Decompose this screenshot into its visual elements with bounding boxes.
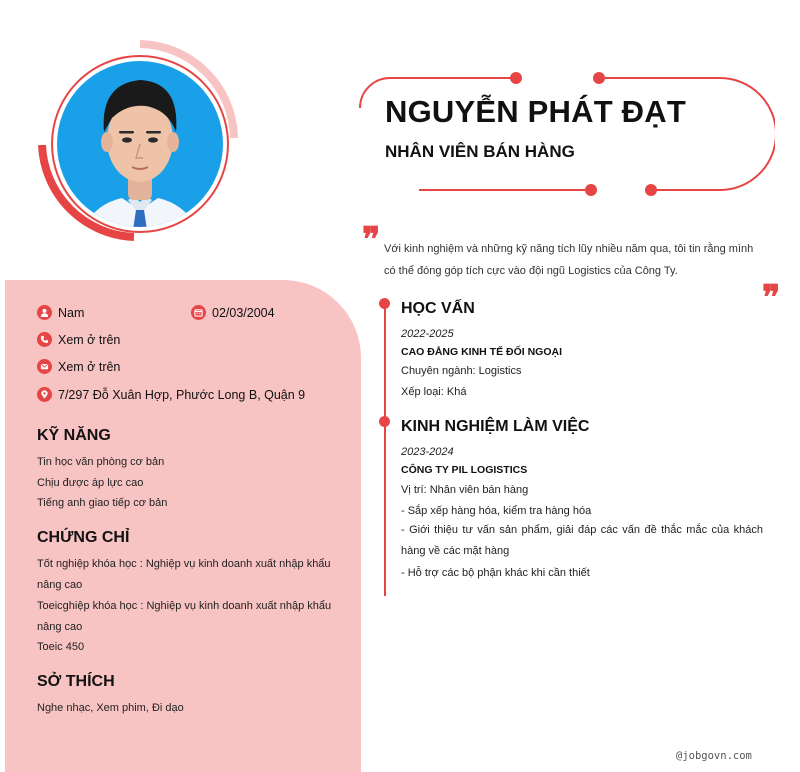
birthday-value: 02/03/2004 <box>212 305 275 320</box>
hobbies-title: SỞ THÍCH <box>37 673 115 690</box>
certificate-item: Toeicghiệp khóa học : Nghiệp vụ kinh doanh xuất nhập khẩu <box>37 600 332 612</box>
certificate-item: nâng cao <box>37 579 83 591</box>
email-row <box>37 359 120 374</box>
summary-text: Với kinh nghiệm và những kỹ năng tích lũy nhiều năm qua, tôi tin rằng mình có thể đóng góp tích cực vào đội ngũ Logistics của Công Ty. <box>384 243 754 277</box>
education-title: HỌC VẤN <box>401 300 475 317</box>
title-frame <box>355 68 775 203</box>
skill-item: Chịu được áp lực cao <box>37 477 144 489</box>
gender-value: Nam <box>58 305 85 320</box>
skill-item: Tiếng anh giao tiếp cơ bản <box>37 497 168 509</box>
experience-duty: - Giới thiệu tư vấn sản phẩm, giải đáp các vấn đề thắc mắc của khách hàng về các mặt hàng <box>401 524 763 557</box>
gender-row <box>37 305 84 320</box>
certificate-item: Tốt nghiệp khóa học : Nghiệp vụ kinh doanh xuất nhập khẩu <box>37 558 331 570</box>
avatar <box>30 40 245 245</box>
address-row <box>37 387 305 402</box>
certificate-item: nâng cao <box>37 621 83 633</box>
candidate-name: NGUYỄN PHÁT ĐẠT <box>385 94 686 129</box>
skills-title: KỸ NĂNG <box>37 427 111 444</box>
certificate-item: Toeic 450 <box>37 641 85 653</box>
hobbies-text: Nghe nhạc, Xem phim, Đi dạo <box>37 702 184 714</box>
timeline-dot <box>379 416 390 427</box>
open-quote-icon: ❞ <box>362 220 381 260</box>
address-value: 7/297 Đỗ Xuân Hợp, Phước Long B, Quận 9 <box>58 387 306 402</box>
phone-value: Xem ở trên <box>58 332 121 347</box>
certificates-title: CHỨNG CHỈ <box>37 529 130 546</box>
experience-period: 2023-2024 <box>401 446 454 458</box>
timeline-line <box>384 300 386 596</box>
avatar-frame <box>30 40 245 245</box>
birthday-row <box>191 305 275 320</box>
watermark: @jobgovn.com <box>676 750 752 762</box>
user-icon <box>37 305 52 320</box>
skill-item: Tin học văn phòng cơ bản <box>37 456 165 468</box>
experience-title: KINH NGHIỆM LÀM VIỆC <box>401 418 590 435</box>
experience-duty: - Sắp xếp hàng hóa, kiểm tra hàng hóa <box>401 505 592 517</box>
close-quote-icon: ❞ <box>762 278 781 318</box>
experience-duty: - Hỗ trợ các bộ phận khác khi cần thiết <box>401 567 590 579</box>
job-title: NHÂN VIÊN BÁN HÀNG <box>385 142 575 161</box>
education-rank: Xếp loại: Khá <box>401 386 467 398</box>
education-major: Chuyên ngành: Logistics <box>401 365 522 377</box>
timeline-dot <box>379 298 390 309</box>
sidebar-panel <box>5 280 361 772</box>
phone-icon <box>37 332 52 347</box>
calendar-icon <box>191 305 206 320</box>
experience-position: Vị trí: Nhân viên bán hàng <box>401 484 529 496</box>
phone-row <box>37 332 120 347</box>
experience-company: CÔNG TY PIL LOGISTICS <box>401 464 528 476</box>
education-school: CAO ĐẲNG KINH TẾ ĐỐI NGOẠI <box>401 346 563 358</box>
education-period: 2022-2025 <box>401 328 454 340</box>
mail-icon <box>37 359 52 374</box>
location-pin-icon <box>37 387 52 402</box>
email-value: Xem ở trên <box>58 359 121 374</box>
